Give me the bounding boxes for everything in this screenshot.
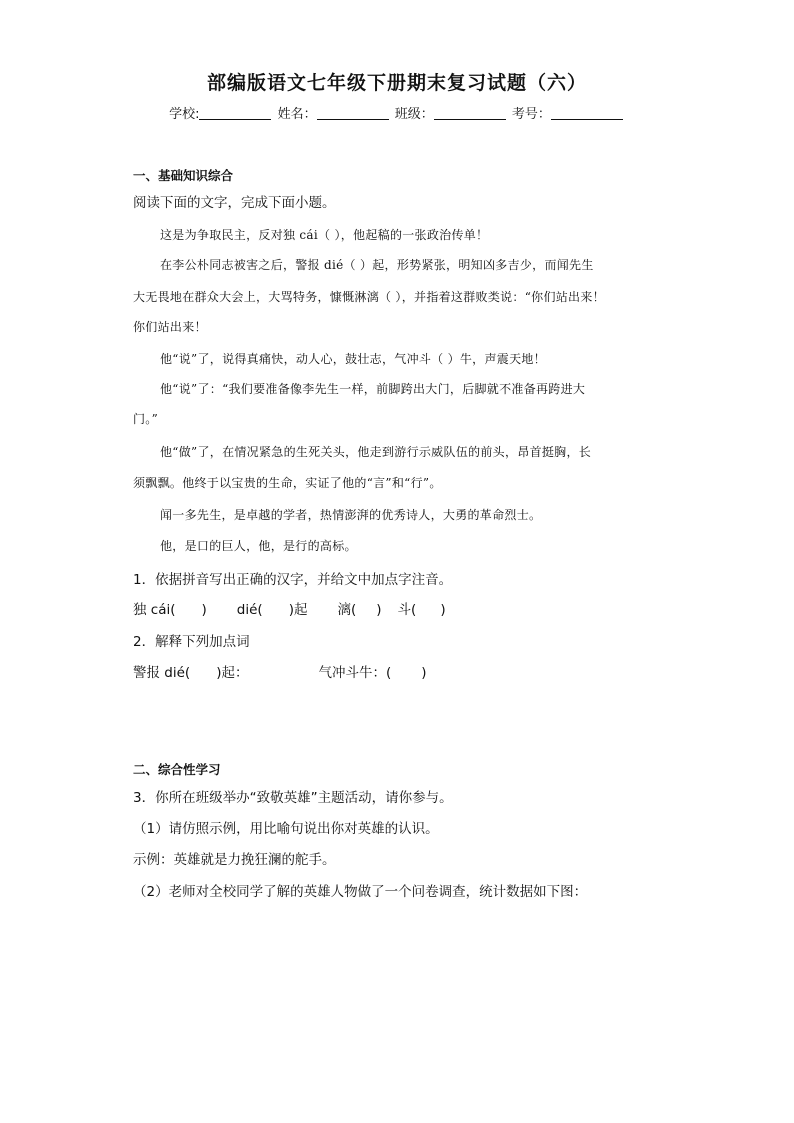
q1-item: 斗(	[397, 602, 417, 618]
class-label: 班级：	[394, 107, 434, 122]
q2-item: )	[421, 665, 427, 681]
section-2-heading: 二、综合性学习	[133, 762, 221, 777]
school-blank[interactable]	[199, 106, 271, 120]
school-label: 学校:	[169, 107, 200, 122]
passage-line: 你们站出来！	[133, 320, 207, 334]
q1-item: )起	[288, 602, 308, 618]
passage-line: 须飘飘。他终于以宝贵的生命，实证了他的“言”和“行”。	[133, 476, 442, 490]
number-label: 考号：	[511, 107, 551, 122]
q1-item: 漓(	[337, 602, 357, 618]
student-info-row	[0, 103, 794, 122]
passage-line: 闻一多先生，是卓越的学者，热情澎湃的优秀诗人，大勇的革命烈士。	[160, 508, 542, 522]
q1-item: )	[376, 602, 382, 618]
passage-line: 他“说”了，说得真痛快，动人心，鼓壮志，气冲斗（ ）牛，声震天地！	[160, 352, 546, 366]
passage-line: 他，是口的巨人，他，是行的高标。	[160, 539, 357, 553]
passage-line: 他“做”了，在情况紧急的生死关头，他走到游行示威队伍的前头，昂首挺胸，长	[160, 445, 592, 459]
name-label: 姓名：	[277, 107, 317, 122]
passage-line: 这是为争取民主，反对独 cái（ ），他起稿的一张政治传单！	[160, 228, 489, 242]
section-1-instruction: 阅读下面的文字，完成下面小题。	[133, 195, 336, 211]
class-blank[interactable]	[434, 106, 506, 120]
question-1-stem: 1．依据拼音写出正确的汉字，并给文中加点字注音。	[133, 572, 453, 588]
question-3-part-2: （2）老师对全校同学了解的英雄人物做了一个问卷调查，统计数据如下图：	[133, 884, 588, 900]
passage-line: 大无畏地在群众大会上，大骂特务，慷慨淋漓（ ），并指着这群败类说：“你们站出来！	[133, 290, 605, 304]
q2-item: )起：	[216, 665, 249, 681]
question-3-part-1: （1）请仿照示例，用比喻句说出你对英雄的认识。	[133, 821, 439, 837]
passage-line: 在李公朴同志被害之后，警报 dié（ ）起，形势紧张，明知凶多吉少，而闻先生	[160, 258, 594, 272]
q2-item: 气冲斗牛：(	[318, 665, 392, 681]
q1-item: 独 cái(	[133, 602, 176, 618]
passage-line: 他“说”了：“我们要准备像李先生一样，前脚跨出大门，后脚就不准备再跨进大	[160, 382, 586, 396]
number-blank[interactable]	[551, 106, 623, 120]
q1-item: dié(	[236, 602, 263, 618]
passage-line: 门。”	[133, 412, 159, 426]
example-line: 示例：英雄就是力挽狂澜的舵手。	[133, 852, 336, 868]
question-1-items	[133, 598, 446, 618]
q1-item: )	[440, 602, 446, 618]
page-title: 部编版语文七年级下册期末复习试题（六）	[206, 72, 587, 94]
q2-item: 警报 dié(	[133, 665, 191, 681]
question-2-stem: 2．解释下列加点词	[133, 634, 250, 650]
section-1-heading: 一、基础知识综合	[133, 168, 234, 183]
question-3-stem: 3．你所在班级举办“致敬英雄”主题活动，请你参与。	[133, 790, 453, 806]
q1-item: )	[201, 602, 207, 618]
name-blank[interactable]	[317, 106, 389, 120]
question-2-items	[133, 661, 427, 681]
